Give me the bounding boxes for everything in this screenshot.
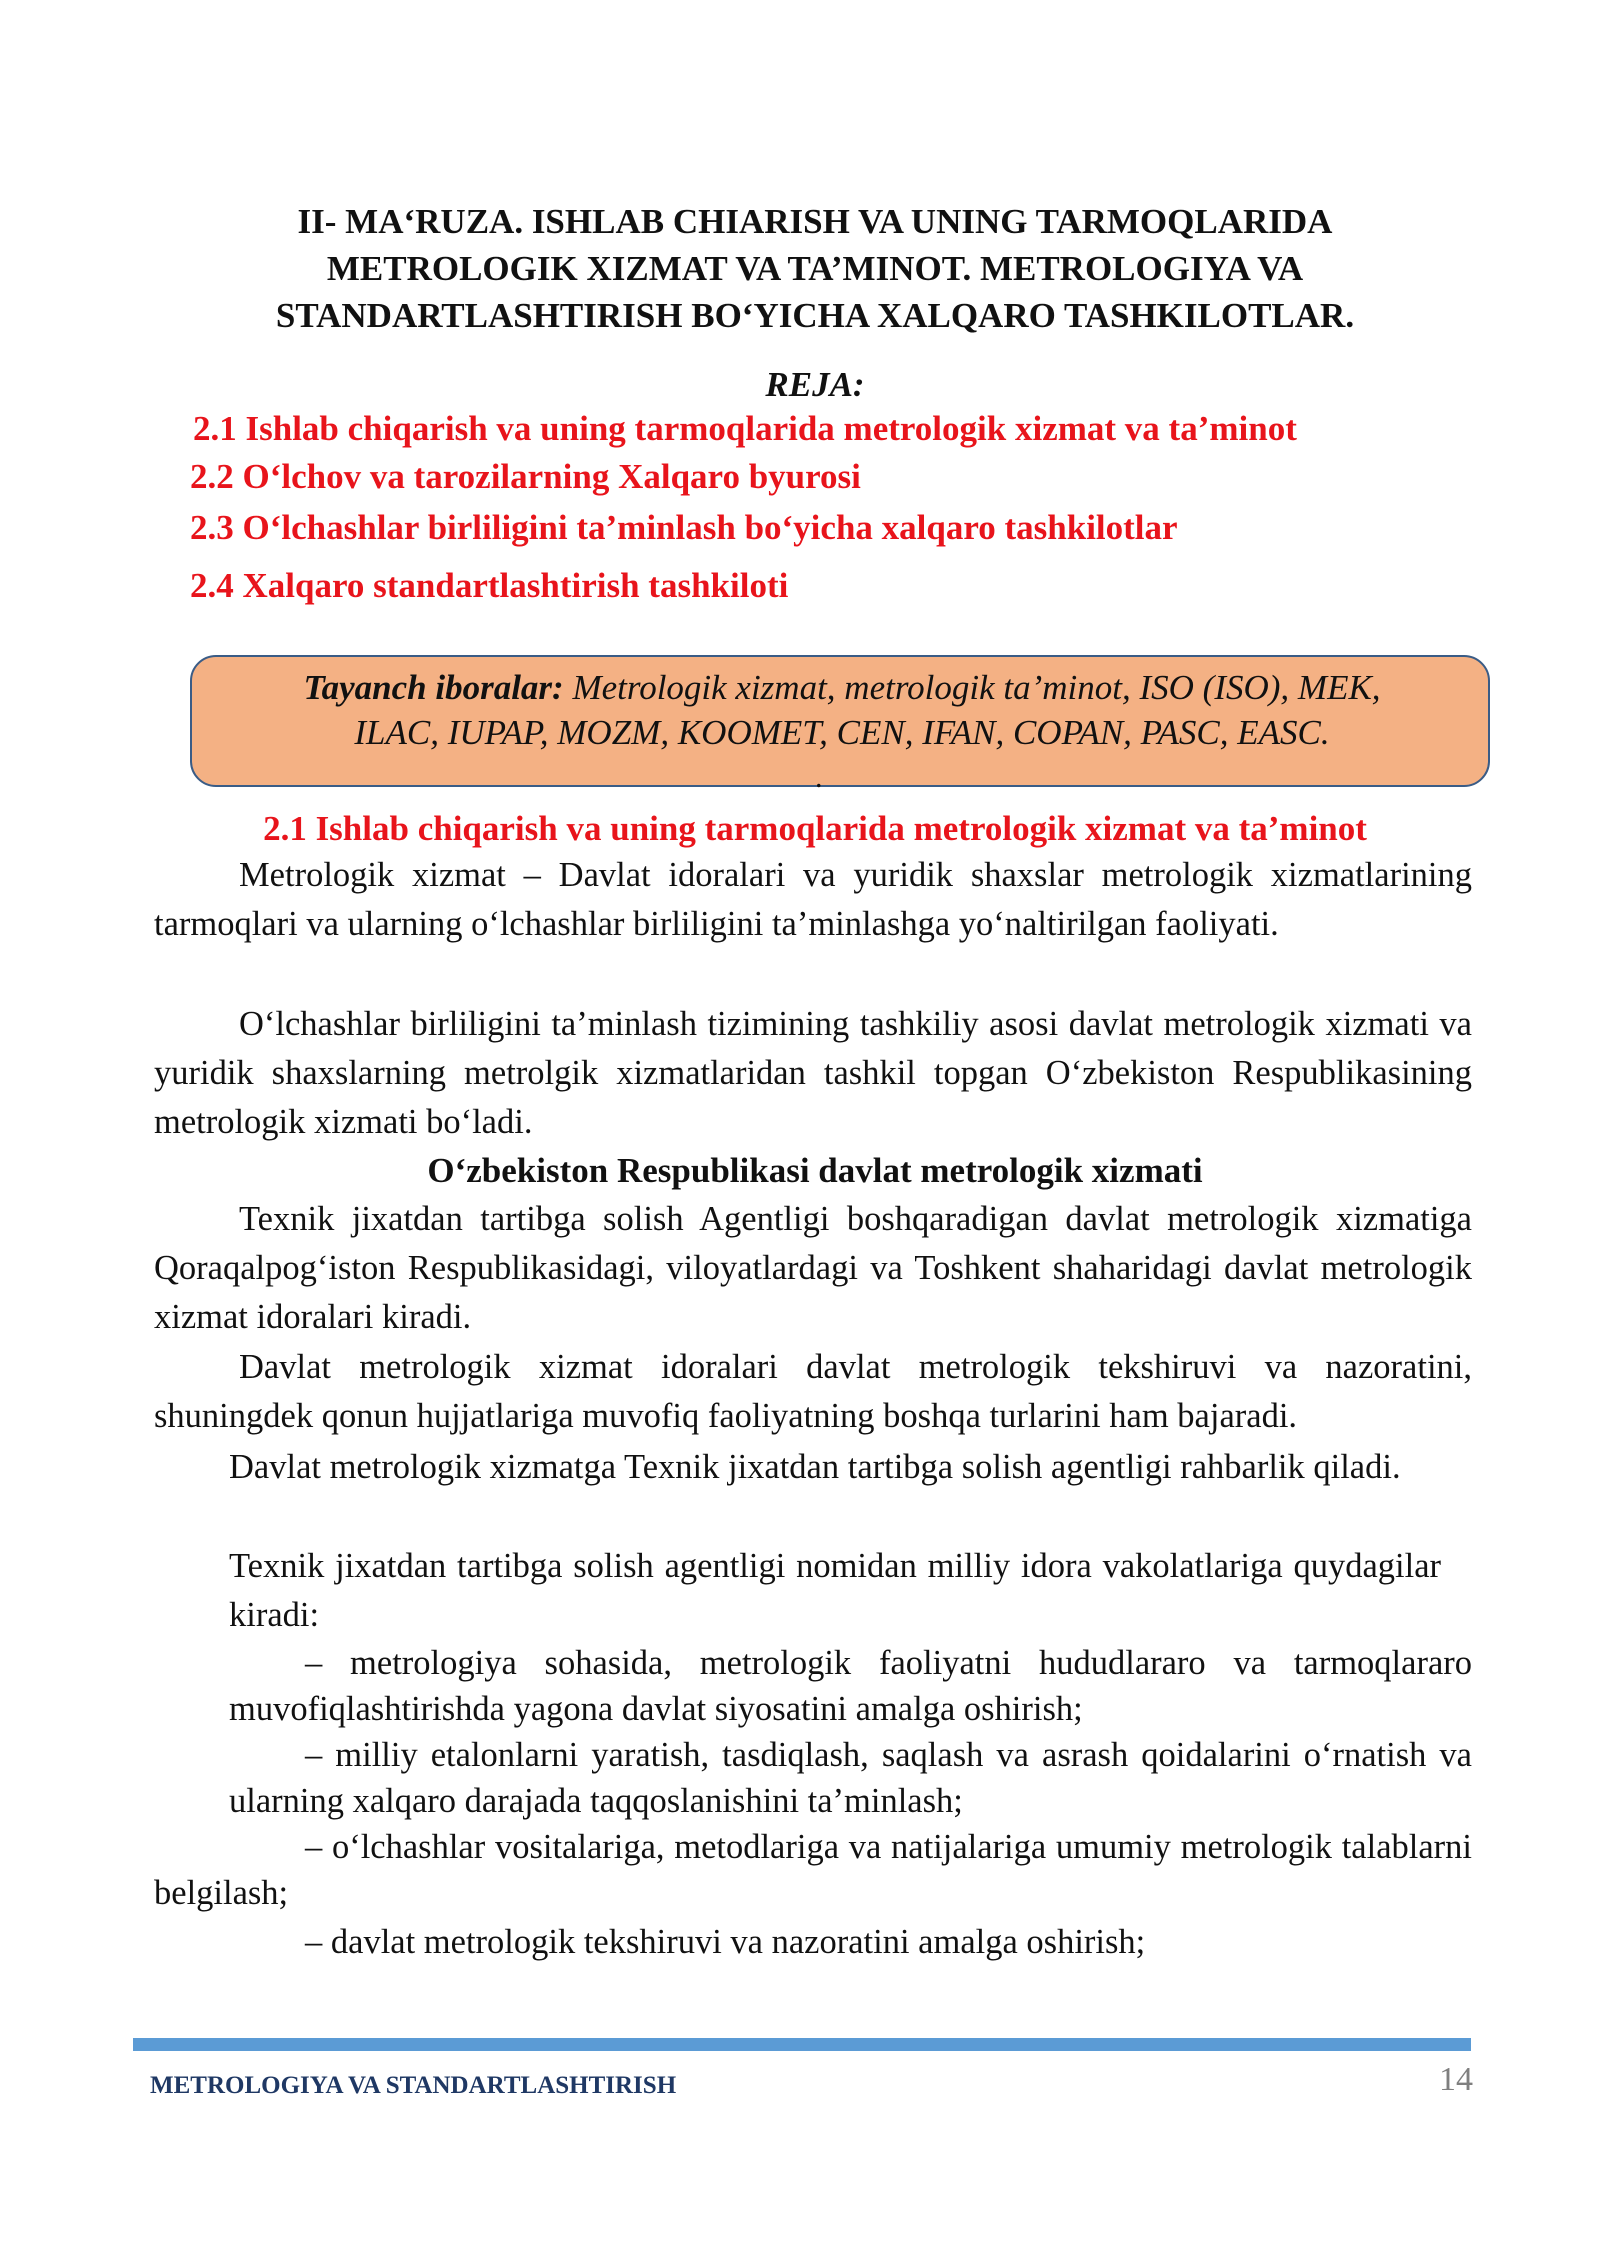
subsection-heading: O‘zbekiston Respublikasi davlat metrologik xizmati xyxy=(427,1151,1203,1190)
section-heading: 2.1 Ishlab chiqarish va uning tarmoqlarida metrologik xizmat va ta’minot xyxy=(263,809,1367,848)
paragraph-1: Metrologik xizmat – Davlat idoralari va yuridik shaxslar metrologik xizmatlarining tarmoqlari va ularning o‘lchashlar birliligini ta’minlashga yo‘naltirilgan faoliyati. xyxy=(154,856,1472,943)
plan-item-4: 2.4 Xalqaro standartlashtirish tashkiloti xyxy=(190,566,789,605)
lecture-title-line-3: STANDARTLASHTIRISH BO‘YICHA XALQARO TASHKILOTLAR. xyxy=(275,296,1355,335)
paragraph-2: O‘lchashlar birliligini ta’minlash tizimining tashkiliy asosi davlat metrologik xizmati va yuridik shaxslarning metrolgik xizmatlaridan tashkil topgan O‘zbekiston Respublikasining metrologik xizmati bo‘ladi. xyxy=(154,1005,1472,1141)
footer-title: METROLOGIYA VA STANDARTLASHTIRISH xyxy=(150,2072,677,2099)
plan-heading: REJA: xyxy=(765,365,865,404)
keywords-label: Tayanch iboralar: xyxy=(303,668,564,707)
keywords-line-2: ILAC, IUPAP, MOZM, KOOMET, CEN, IFAN, COPAN, PASC, EASC. xyxy=(354,713,1330,752)
bullet-2: – milliy etalonlarni yaratish, tasdiqlash, saqlash va asrash qoidalarini o‘rnatish va ularning xalqaro darajada taqqoslanishini ta’minlash; xyxy=(229,1736,1472,1820)
plan-item-2: 2.2 O‘lchov va tarozilarning Xalqaro byurosi xyxy=(190,457,861,496)
lecture-title xyxy=(150,198,1480,339)
keywords-dot: . xyxy=(815,761,823,794)
bullet-3: – o‘lchashlar vositalariga, metodlariga va natijalariga umumiy metrologik talablarni belgilash; xyxy=(154,1828,1472,1912)
paragraph-5: Davlat metrologik xizmatga Texnik jixatdan tartibga solish agentligi rahbarlik qiladi. xyxy=(229,1448,1401,1486)
keywords-text-1: Metrologik xizmat, metrologik ta’minot, ISO (ISO), MEK, xyxy=(572,668,1381,707)
keywords-line-1 xyxy=(192,666,1492,710)
plan-item-1: 2.1 Ishlab chiqarish va uning tarmoqlarida metrologik xizmat va ta’minot xyxy=(193,409,1297,448)
lecture-title-line-1: II- MA‘RUZA. ISHLAB CHIARISH VA UNING TARMOQLARIDA xyxy=(297,202,1333,241)
plan-item-3: 2.3 O‘lchashlar birliligini ta’minlash bo‘yicha xalqaro tashkilotlar xyxy=(190,508,1178,547)
bullet-4: – davlat metrologik tekshiruvi va nazoratini amalga oshirish; xyxy=(305,1923,1146,1961)
footer-rule xyxy=(133,2038,1471,2051)
bullet-1: – metrologiya sohasida, metrologik faoliyatni hududlararo va tarmoqlararo muvofiqlashtirishda yagona davlat siyosatini amalga oshirish; xyxy=(229,1644,1472,1728)
paragraph-4: Davlat metrologik xizmat idoralari davlat metrologik tekshiruvi va nazoratini, shuningdek qonun hujjatlariga muvofiq faoliyatning boshqa turlarini ham bajaradi. xyxy=(154,1348,1472,1435)
paragraph-3: Texnik jixatdan tartibga solish Agentligi boshqaradigan davlat metrologik xizmatiga Qoraqalpog‘iston Respublikasidagi, viloyatlardagi va Toshkent shaharidagi davlat metrologik xizmat idoralari kiradi. xyxy=(154,1200,1472,1336)
paragraph-6: Texnik jixatdan tartibga solish agentligi nomidan milliy idora vakolatlariga quydagilar kiradi: xyxy=(229,1547,1441,1634)
lecture-title-line-2: METROLOGIK XIZMAT VA TA’MINOT. METROLOGIYA VA xyxy=(326,249,1304,288)
keywords-box xyxy=(190,655,1490,787)
page-number: 14 xyxy=(1439,2061,1473,2098)
